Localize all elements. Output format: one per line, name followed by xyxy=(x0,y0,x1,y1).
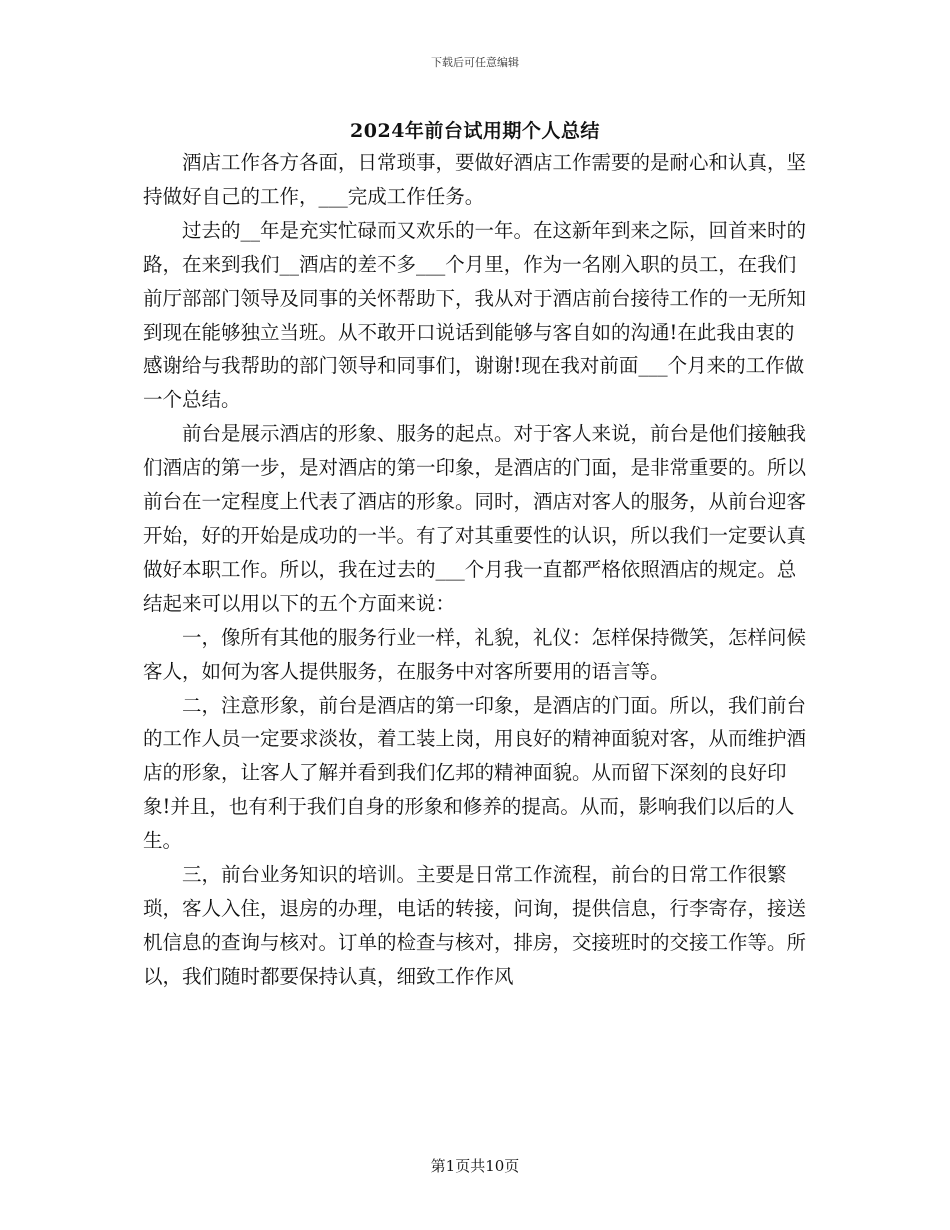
paragraph: 过去的__年是充实忙碌而又欢乐的一年。在这新年到来之际，回首来时的路，在来到我们__酒店的差不多___个月里，作为一名刚入职的员工，在我们前厅部部门领导及同事的关怀帮助下，我从对于酒店前台接待工作的一无所知到现在能够独立当班。从不敢开口说话到能够与客自如的沟通!在此我由衷的感谢给与我帮助的部门领导和同事们，谢谢!现在我对前面___个月来的工作做一个总结。 xyxy=(143,218,807,412)
page-number-footer: 第1页共10页 xyxy=(430,1157,520,1175)
document-body xyxy=(143,146,808,994)
paragraph: 三，前台业务知识的培训。主要是日常工作流程，前台的日常工作很繁琐，客人入住，退房的办理，电话的转接，问询，提供信息，行李寄存，接送机信息的查询与核对。订单的检查与核对，排房，交接班时的交接工作等。所以，我们随时都要保持认真，细致工作作风 xyxy=(143,863,807,988)
paragraph: 二，注意形象，前台是酒店的第一印象，是酒店的门面。所以，我们前台的工作人员一定要求淡妆，着工装上岗，用良好的精神面貌对客，从而维护酒店的形象，让客人了解并看到我们亿邦的精神面貌。从而留下深刻的良好印象!并且，也有利于我们自身的形象和修养的提高。从而，影响我们以后的人生。 xyxy=(143,693,807,853)
paragraph: 前台是展示酒店的形象、服务的起点。对于客人来说，前台是他们接触我们酒店的第一步，是对酒店的第一印象，是酒店的门面，是非常重要的。所以前台在一定程度上代表了酒店的形象。同时，酒店对客人的服务，从前台迎客开始，好的开始是成功的一半。有了对其重要性的认识，所以我们一定要认真做好本职工作。所以，我在过去的___个月我一直都严格依照酒店的规定。总结起来可以用以下的五个方面来说： xyxy=(143,422,807,615)
paragraph: 一，像所有其他的服务行业一样，礼貌，礼仪：怎样保持微笑，怎样问候客人，如何为客人提供服务，在服务中对客所要用的语言等。 xyxy=(143,625,807,683)
paragraph: 酒店工作各方各面，日常琐事，要做好酒店工作需要的是耐心和认真，坚持做好自己的工作，___完成工作任务。 xyxy=(143,151,807,208)
header-note: 下载后可任意编辑 xyxy=(431,56,519,69)
document-title: 2024年前台试用期个人总结 xyxy=(350,120,600,142)
